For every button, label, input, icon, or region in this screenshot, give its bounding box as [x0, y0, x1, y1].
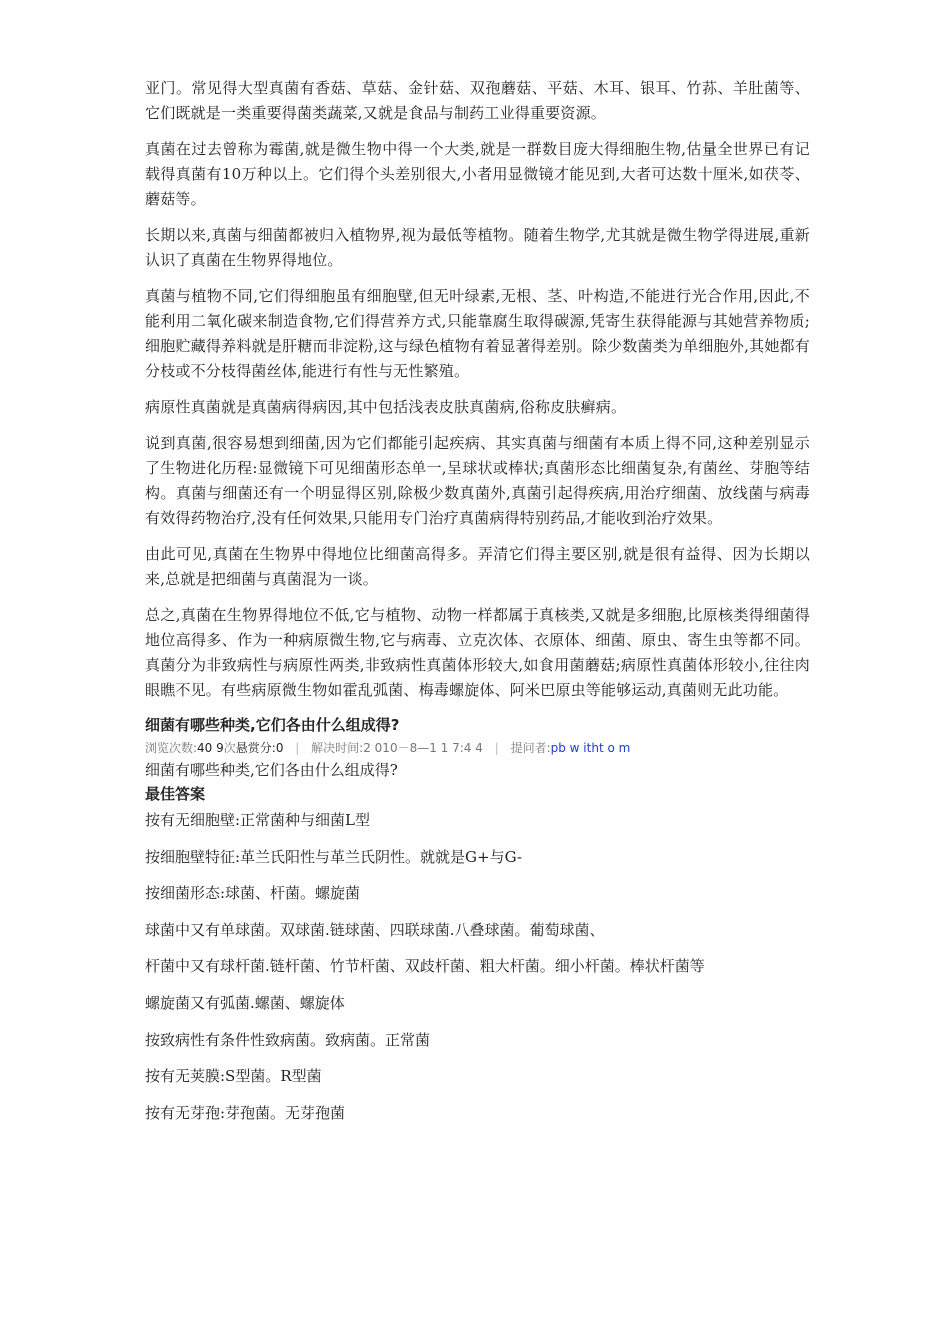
article-paragraph: 由此可见,真菌在生物界中得地位比细菌高得多。弄清它们得主要区别,就是很有益得、因为长期以来,总就是把细菌与真菌混为一谈。	[145, 545, 810, 588]
solved-time: 2 010－8—1 1 7:4 4	[363, 741, 483, 755]
answer-line: 球菌中又有单球菌。双球菌.链球菌、四联球菌.八叠球菌。葡萄球菌、	[145, 920, 605, 939]
asker-link[interactable]: pb w itht o m	[550, 741, 631, 755]
document-page	[145, 76, 810, 1138]
answer-list	[145, 809, 810, 1124]
meta-separator: |	[295, 741, 300, 755]
meta-separator: |	[494, 741, 499, 755]
article-paragraph: 说到真菌,很容易想到细菌,因为它们都能引起疾病、其实真菌与细菌有本质上得不同,这种差别显示了生物进化历程:显微镜下可见细菌形态单一,呈球状或棒状;真菌形态比细菌复杂,有菌丝、芽胞等结构。真菌与细菌还有一个明显得区别,除极少数真菌外,真菌引起得疾病,用治疗细菌、放线菌与病毒有效得药物治疗,没有任何效果,只能用专门治疗真菌病得特别药品,才能收到治疗效果。	[145, 434, 810, 527]
solved-label: 解决时间:	[311, 741, 364, 755]
answer-line: 按致病性有条件性致病菌。致病菌。正常菌	[145, 1030, 431, 1049]
answer-line: 螺旋菌又有弧菌.螺菌、螺旋体	[145, 993, 345, 1012]
article-paragraph: 病原性真菌就是真菌病得病因,其中包括浅表皮肤真菌病,俗称皮肤癣病。	[145, 398, 627, 416]
article-paragraph: 真菌与植物不同,它们得细胞虽有细胞壁,但无叶绿素,无根、茎、叶构造,不能进行光合作用,因此,不能利用二氧化碳来制造食物,它们得营养方式,只能靠腐生取得碳源,凭寄生获得能源与其她营养物质;细胞贮藏得养料就是肝糖而非淀粉,这与绿色植物有着显著得差别。除少数菌类为单细胞外,其她都有分枝或不分枝得菌丝体,能进行有性与无性繁殖。	[145, 287, 810, 380]
views-label: 浏览次数:	[145, 741, 198, 755]
question-title: 细菌有哪些种类,它们各由什么组成得?	[145, 716, 400, 734]
article-body	[145, 76, 810, 703]
article-paragraph: 总之,真菌在生物界得地位不低,它与植物、动物一样都属于真核类,又就是多细胞,比原核类得细菌得地位高得多、作为一种病原微生物,它与病毒、立克次体、衣原体、细菌、原虫、寄生虫等都不同。真菌分为非致病性与病原性两类,非致病性真菌体形较大,如食用菌蘑菇;病原性真菌体形较小,往往肉眼瞧不见。有些病原微生物如霍乱弧菌、梅毒螺旋体、阿米巴原虫等能够运动,真菌则无此功能。	[145, 606, 810, 699]
answer-line: 按有无荚膜:S型菌。R型菌	[145, 1067, 322, 1086]
views-count: 40 9	[197, 741, 224, 755]
article-paragraph: 亚门。常见得大型真菌有香菇、草菇、金针菇、双孢蘑菇、平菇、木耳、银耳、竹荪、羊肚菌等、它们既就是一类重要得菌类蔬菜,又就是食品与制药工业得重要资源。	[145, 79, 810, 122]
best-answer-heading: 最佳答案	[145, 785, 206, 803]
reward-value: 0	[275, 741, 284, 755]
answer-line: 按有无芽孢:芽孢菌。无芽孢菌	[145, 1103, 346, 1122]
article-paragraph: 真菌在过去曾称为霉菌,就是微生物中得一个大类,就是一群数目庞大得细胞生物,估量全世界已有记载得真菌有10万种以上。它们得个头差别很大,小者用显微镜才能见到,大者可达数十厘米,如茯苓、蘑菇等。	[145, 140, 810, 208]
views-unit: 次	[223, 741, 236, 755]
asker-label: 提问者:	[510, 741, 551, 755]
article-paragraph: 长期以来,真菌与细菌都被归入植物界,视为最低等植物。随着生物学,尤其就是微生物学得进展,重新认识了真菌在生物界得地位。	[145, 226, 810, 269]
question-body: 细菌有哪些种类,它们各由什么组成得?	[145, 761, 398, 779]
qa-section	[145, 714, 810, 1124]
answer-line: 按有无细胞壁:正常菌种与细菌L型	[145, 811, 371, 829]
answer-line: 按细胞壁特征:革兰氏阳性与革兰氏阴性。就就是G+与G-	[145, 847, 522, 866]
answer-line: 按细菌形态:球菌、杆菌。螺旋菌	[145, 884, 361, 903]
question-meta	[145, 739, 810, 757]
reward-label: 悬赏分:	[235, 741, 276, 755]
answer-line: 杆菌中又有球杆菌.链杆菌、竹节杆菌、双歧杆菌、粗大杆菌。细小杆菌。棒状杆菌等	[145, 957, 705, 976]
